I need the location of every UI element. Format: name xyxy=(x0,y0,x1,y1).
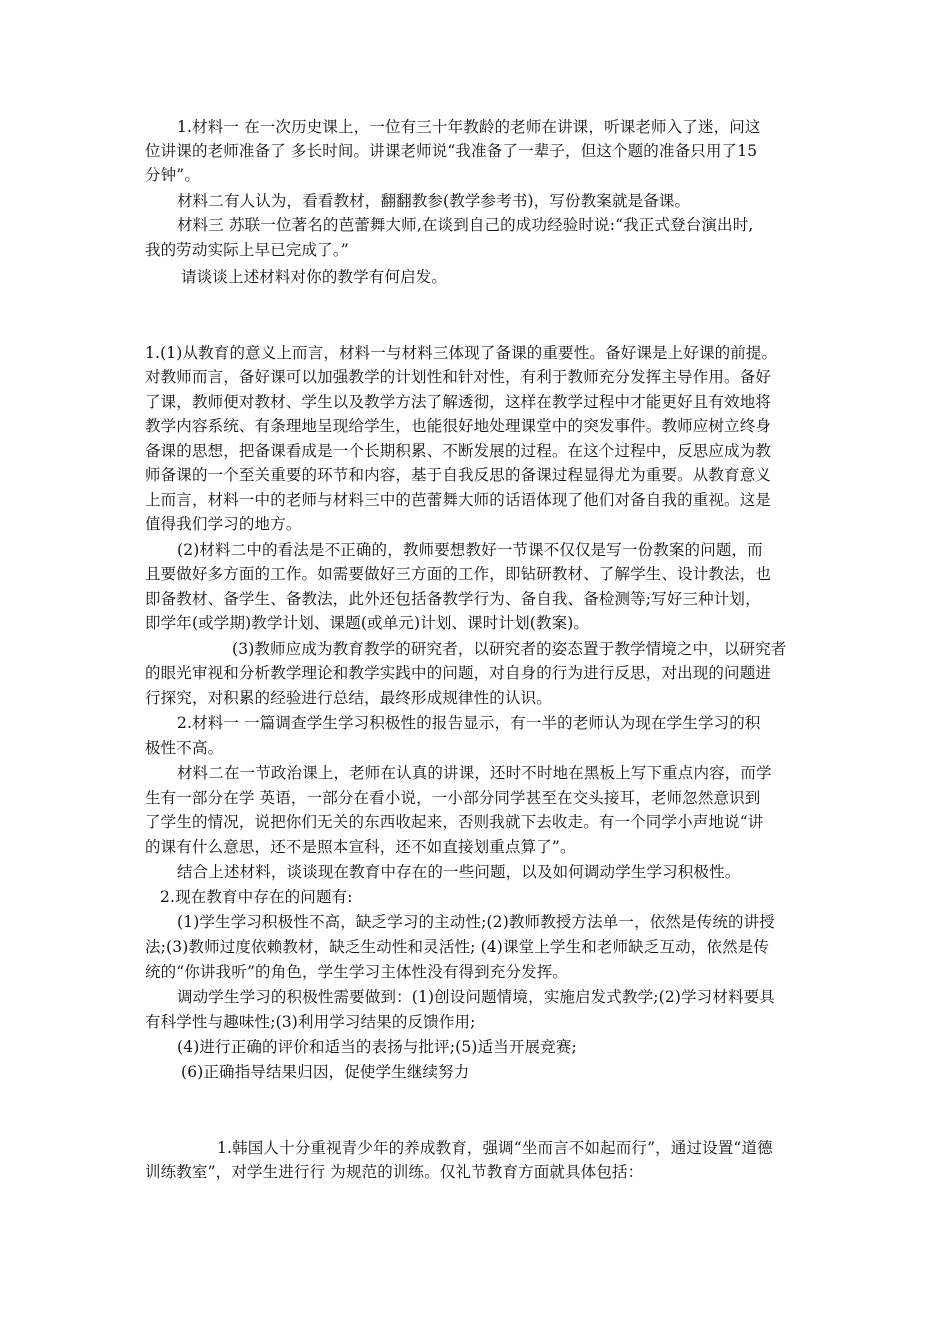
text-line: 即学年(或学期)教学计划、课题(或单元)计划、课时计划(教案)。 xyxy=(145,614,590,632)
text-line: 2.现在教育中存在的问题有: xyxy=(160,888,353,906)
text-line: 1.材料一 在一次历史课上，一位有三十年教龄的老师在讲课，听课老师入了迷，问这 xyxy=(177,118,761,136)
text-line: 极性不高。 xyxy=(145,739,224,757)
text-line: 请谈谈上述材料对你的教学有何启发。 xyxy=(181,268,448,286)
text-line: 的课有什么意思，还不是照本宣科，还不如直接划重点算了”。 xyxy=(145,838,576,856)
text-line: 上而言，材料一中的老师与材料三中的芭蕾舞大师的话语体现了他们对备自我的重视。这是 xyxy=(145,491,772,509)
text-line: (4)进行正确的评价和适当的表扬与批评;(5)适当开展竞赛; xyxy=(177,1038,577,1056)
text-line: 训练教室”，对学生进行行 为规范的训练。仅礼节教育方面就具体包括： xyxy=(145,1163,644,1181)
text-line: (2)材料二中的看法是不正确的，教师要想教好一节课不仅仅是写一份教案的问题，而 xyxy=(177,541,763,559)
text-line: (3)教师应成为教育教学的研究者，以研究者的姿态置于教学情境之中，以研究者 xyxy=(232,640,787,658)
text-line: 教学内容系统、有条理地呈现给学生，也能很好地处理课堂中的突发事件。教师应树立终身 xyxy=(145,417,772,435)
text-line: 法;(3)教师过度依赖教材，缺乏生动性和灵活性; (4)课堂上学生和老师缺乏互动，依然是传 xyxy=(145,938,770,956)
text-line: 师备课的一个至关重要的环节和内容，基于自我反思的备课过程显得尤为重要。从教育意义 xyxy=(145,466,772,484)
text-line: 统的“你讲我听”的角色，学生学习主体性没有得到充分发挥。 xyxy=(145,963,569,981)
text-line: 2.材料一 一篇调查学生学习积极性的报告显示，有一半的老师认为现在学生学习的积 xyxy=(177,714,761,732)
text-line: 材料二有人认为，看看教材，翻翻教参(教学参考书)，写份教案就是备课。 xyxy=(177,192,691,210)
text-line: 调动学生学习的积极性需要做到：(1)创设问题情境，实施启发式教学;(2)学习材料要具 xyxy=(177,988,775,1006)
text-line: 1.(1)从教育的意义上而言，材料一与材料三体现了备课的重要性。备好课是上好课的前提。 xyxy=(145,344,778,362)
text-line: 1.韩国人十分重视青少年的养成教育，强调“坐而言不如起而行”，通过设置“道德 xyxy=(217,1139,773,1157)
text-line: 且要做好多方面的工作。如需要做好三方面的工作，即钻研教材、了解学生、设计教法，也 xyxy=(145,565,772,583)
text-line: 值得我们学习的地方。 xyxy=(145,515,302,533)
text-line: 备课的思想，把备课看成是一个长期积累、不断发展的过程。在这个过程中，反思应成为教 xyxy=(145,442,772,460)
text-line: 了学生的情况，说把你们无关的东西收起来，否则我就下去收走。有一个同学小声地说“讲 xyxy=(145,813,764,831)
text-line: 对教师而言，备好课可以加强教学的计划性和针对性，有利于教师充分发挥主导作用。备好 xyxy=(145,368,772,386)
text-line: 材料三 苏联一位著名的芭蕾舞大师,在谈到自己的成功经验时说:“我正式登台演出时, xyxy=(177,216,754,234)
text-line: 有科学性与趣味性;(3)利用学习结果的反馈作用; xyxy=(145,1013,476,1031)
text-line: 材料二在一节政治课上，老师在认真的讲课，还时不时地在黑板上写下重点内容，而学 xyxy=(177,764,772,782)
text-line: 位讲课的老师准备了 多长时间。讲课老师说“我准备了一辈子，但这个题的准备只用了15 xyxy=(145,142,758,160)
text-line: 生有一部分在学 英语，一部分在看小说，一小部分同学甚至在交头接耳，老师忽然意识到 xyxy=(145,789,761,807)
text-line: 即备教材、备学生、备教法，此外还包括备教学行为、备自我、备检测等;写好三种计划， xyxy=(145,590,761,608)
text-line: (6)正确指导结果归因，促使学生继续努力 xyxy=(181,1063,470,1081)
text-line: (1)学生学习积极性不高，缺乏学习的主动性;(2)教师教授方法单一，依然是传统的讲授 xyxy=(177,913,775,931)
text-line: 了课，教师便对教材、学生以及教学方法了解透彻，这样在教学过程中才能更好且有效地将 xyxy=(145,393,772,411)
text-line: 行探究，对积累的经验进行总结，最终形成规律性的认识。 xyxy=(145,689,552,707)
text-line: 分钟”。 xyxy=(145,166,201,184)
text-line: 我的劳动实际上早已完成了。” xyxy=(145,241,349,259)
text-line: 结合上述材料，谈谈现在教育中存在的一些问题，以及如何调动学生学习积极性。 xyxy=(177,863,741,881)
text-line: 的眼光审视和分析教学理论和教学实践中的问题，对自身的行为进行反思，对出现的问题进 xyxy=(145,664,772,682)
